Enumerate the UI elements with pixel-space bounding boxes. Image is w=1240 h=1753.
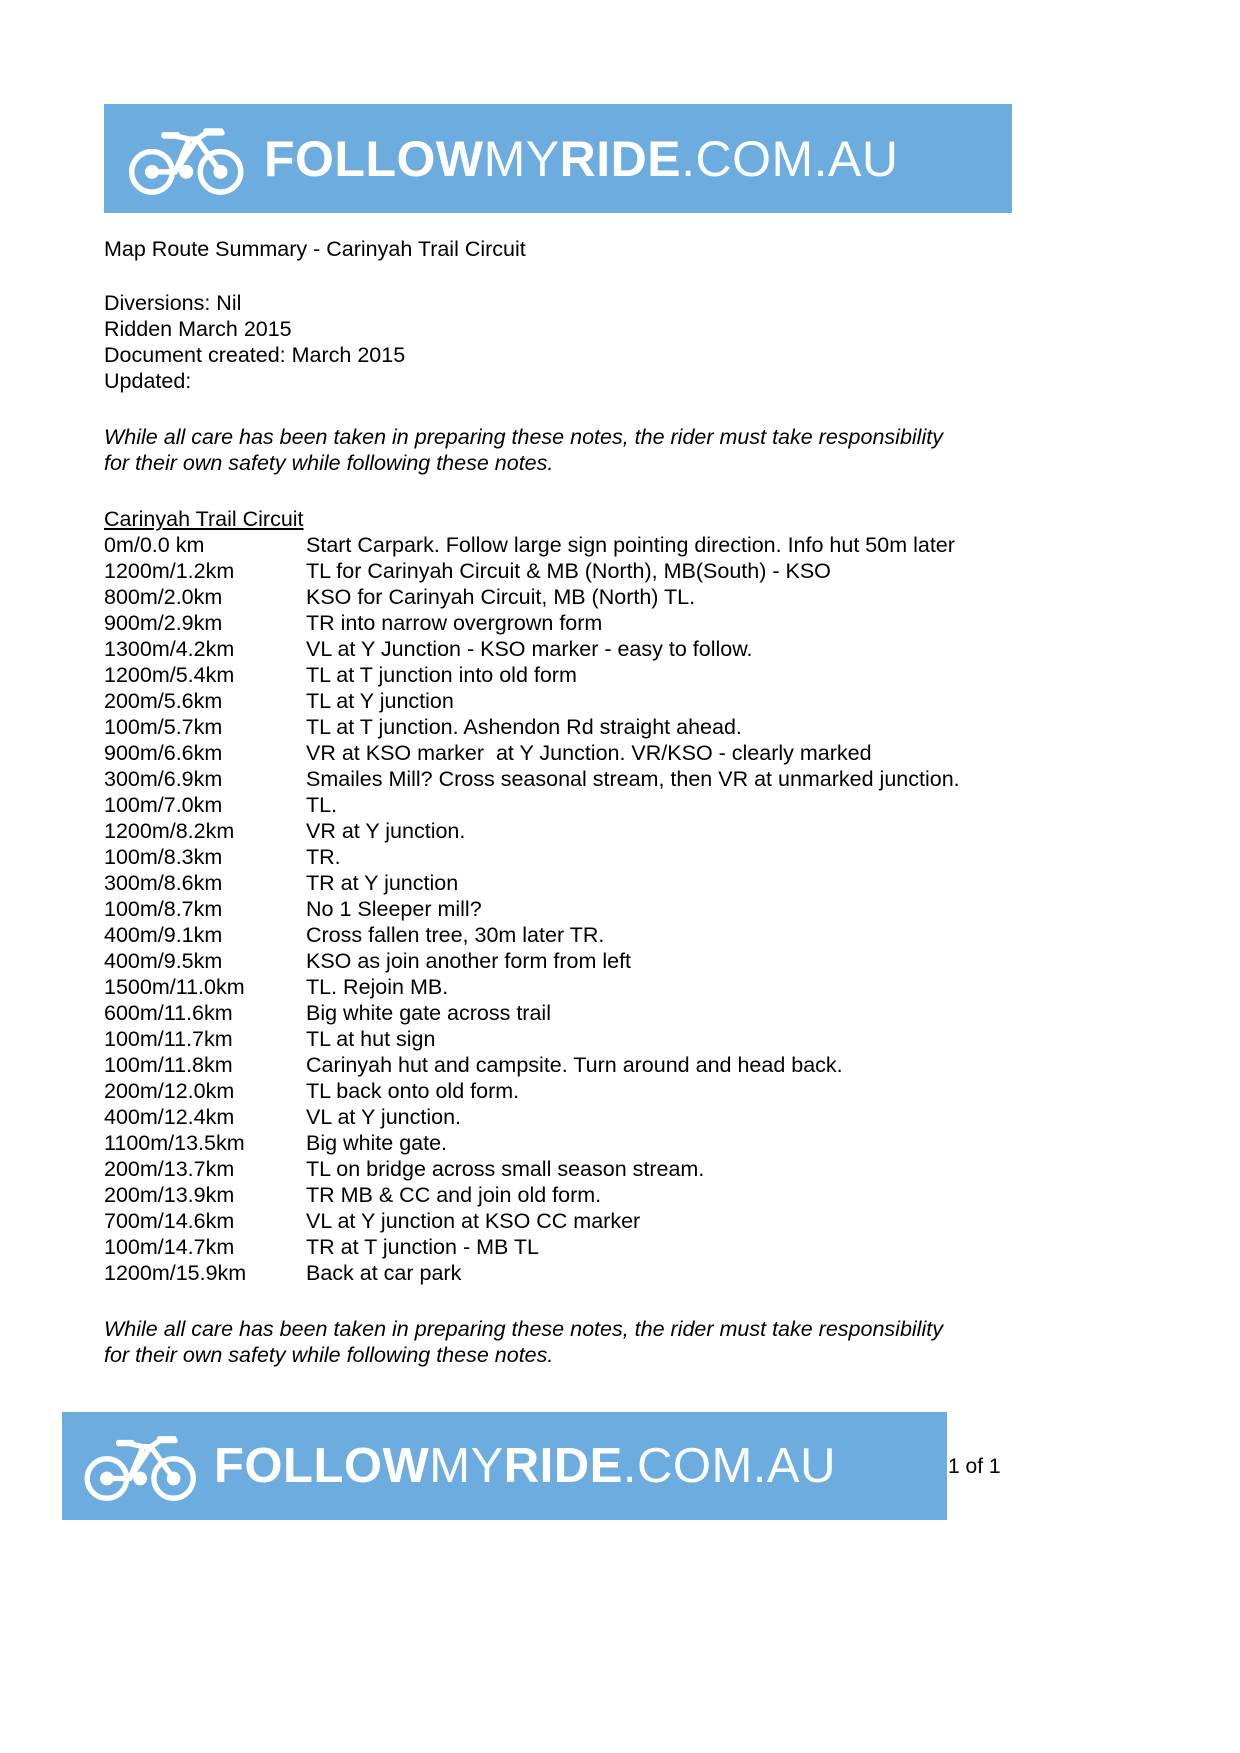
route-distance-cell: 100m/14.7km	[104, 1235, 235, 1259]
route-distance-cell: 700m/14.6km	[104, 1209, 235, 1233]
route-instruction-cell: TR at Y junction	[306, 871, 459, 895]
route-table-body	[104, 532, 960, 1286]
document-metadata	[104, 290, 1034, 394]
route-instruction-cell: Carinyah hut and campsite. Turn around and head back.	[306, 1053, 843, 1077]
logo-part-domain: .COM.AU	[681, 130, 899, 187]
route-distance-cell: 800m/2.0km	[104, 585, 223, 609]
route-distance-cell: 100m/11.8km	[104, 1053, 233, 1077]
route-distance-cell: 1200m/8.2km	[104, 819, 235, 843]
route-distance-cell: 100m/5.7km	[104, 715, 223, 739]
route-distance-cell: 1300m/4.2km	[104, 637, 235, 661]
table-row	[104, 974, 960, 1000]
route-distance-cell: 100m/8.7km	[104, 897, 223, 921]
table-row	[104, 844, 960, 870]
brand-logo-text	[214, 1438, 836, 1493]
route-instruction-cell: No 1 Sleeper mill?	[306, 897, 482, 921]
document-body	[104, 236, 1034, 1368]
route-distance-cell: 200m/5.6km	[104, 689, 223, 713]
route-table	[104, 532, 960, 1286]
route-instruction-cell: VL at Y junction.	[306, 1105, 461, 1129]
table-row	[104, 1026, 960, 1052]
disclaimer-bottom	[104, 1316, 1004, 1368]
route-distance-cell: 0m/0.0 km	[104, 533, 205, 557]
logo-part-domain: .COM.AU	[622, 1438, 836, 1493]
route-instruction-cell: TR.	[306, 845, 341, 869]
meta-diversions: Diversions: Nil	[104, 291, 242, 315]
disclaimer-top-line-2: for their own safety while following these notes.	[104, 451, 554, 475]
footer-banner	[62, 1412, 947, 1520]
bicycle-icon	[128, 122, 246, 196]
route-distance-cell: 400m/12.4km	[104, 1105, 235, 1129]
route-distance-cell: 1200m/1.2km	[104, 559, 235, 583]
logo-part-ride: RIDE	[559, 130, 682, 187]
table-row	[104, 1078, 960, 1104]
route-instruction-cell: Big white gate across trail	[306, 1001, 551, 1025]
logo-part-follow: FOLLOW	[264, 130, 484, 187]
route-instruction-cell: TL at T junction. Ashendon Rd straight ahead.	[306, 715, 742, 739]
table-row	[104, 1182, 960, 1208]
table-row	[104, 532, 960, 558]
route-instruction-cell: Back at car park	[306, 1261, 462, 1285]
route-distance-cell: 200m/13.9km	[104, 1183, 235, 1207]
route-distance-cell: 100m/11.7km	[104, 1027, 233, 1051]
route-instruction-cell: Start Carpark. Follow large sign pointing direction. Info hut 50m later	[306, 533, 955, 557]
table-row	[104, 818, 960, 844]
route-distance-cell: 1200m/5.4km	[104, 663, 235, 687]
table-row	[104, 792, 960, 818]
table-row	[104, 662, 960, 688]
table-row	[104, 610, 960, 636]
meta-updated: Updated:	[104, 369, 192, 393]
route-instruction-cell: VL at Y junction at KSO CC marker	[306, 1209, 641, 1233]
route-instruction-cell: TL for Carinyah Circuit & MB (North), MB(South) - KSO	[306, 559, 831, 583]
page-title: Map Route Summary - Carinyah Trail Circuit	[104, 237, 526, 261]
logo-part-my: MY	[429, 1438, 504, 1493]
route-distance-cell: 100m/8.3km	[104, 845, 223, 869]
route-distance-cell: 1100m/13.5km	[104, 1131, 245, 1155]
route-distance-cell: 400m/9.5km	[104, 949, 223, 973]
brand-logo-text	[264, 130, 899, 187]
table-row	[104, 870, 960, 896]
route-instruction-cell: TR at T junction - MB TL	[306, 1235, 540, 1259]
route-distance-cell: 900m/2.9km	[104, 611, 223, 635]
route-distance-cell: 1200m/15.9km	[104, 1261, 247, 1285]
disclaimer-top-line-1: While all care has been taken in preparing these notes, the rider must take responsibility	[104, 425, 943, 449]
route-instruction-cell: Cross fallen tree, 30m later TR.	[306, 923, 605, 947]
table-row	[104, 1156, 960, 1182]
route-section	[104, 506, 1034, 1286]
route-instruction-cell: TL at hut sign	[306, 1027, 436, 1051]
route-distance-cell: 300m/8.6km	[104, 871, 223, 895]
route-distance-cell: 400m/9.1km	[104, 923, 223, 947]
table-row	[104, 1052, 960, 1078]
route-distance-cell: 900m/6.6km	[104, 741, 223, 765]
route-distance-cell: 200m/13.7km	[104, 1157, 235, 1181]
route-instruction-cell: VR at KSO marker at Y Junction. VR/KSO - clearly marked	[306, 741, 872, 765]
table-row	[104, 1260, 960, 1286]
route-instruction-cell: TL on bridge across small season stream.	[306, 1157, 705, 1181]
route-distance-cell: 1500m/11.0km	[104, 975, 245, 999]
route-instruction-cell: TL. Rejoin MB.	[306, 975, 449, 999]
logo-part-follow: FOLLOW	[214, 1438, 430, 1493]
route-instruction-cell: VR at Y junction.	[306, 819, 466, 843]
table-row	[104, 922, 960, 948]
route-instruction-cell: KSO for Carinyah Circuit, MB (North) TL.	[306, 585, 696, 609]
disclaimer-bottom-line-2: for their own safety while following these notes.	[104, 1343, 554, 1367]
route-instruction-cell: Big white gate.	[306, 1131, 448, 1155]
route-distance-cell: 300m/6.9km	[104, 767, 223, 791]
table-row	[104, 636, 960, 662]
disclaimer-bottom-line-1: While all care has been taken in preparing these notes, the rider must take responsibility	[104, 1317, 943, 1341]
route-instruction-cell: TL.	[306, 793, 338, 817]
header-banner	[104, 104, 1012, 213]
table-row	[104, 1208, 960, 1234]
meta-ridden: Ridden March 2015	[104, 317, 292, 341]
table-row	[104, 1234, 960, 1260]
route-instruction-cell: TL at Y junction	[306, 689, 454, 713]
table-row	[104, 740, 960, 766]
route-distance-cell: 600m/11.6km	[104, 1001, 233, 1025]
section-heading-carinyah-trail-circuit: Carinyah Trail Circuit	[104, 507, 304, 531]
table-row	[104, 714, 960, 740]
route-instruction-cell: KSO as join another form from left	[306, 949, 632, 973]
table-row	[104, 1000, 960, 1026]
route-instruction-cell: VL at Y Junction - KSO marker - easy to follow.	[306, 637, 753, 661]
meta-created: Document created: March 2015	[104, 343, 406, 367]
route-instruction-cell: TR into narrow overgrown form	[306, 611, 603, 635]
table-row	[104, 688, 960, 714]
table-row	[104, 766, 960, 792]
route-instruction-cell: Smailes Mill? Cross seasonal stream, then VR at unmarked junction.	[306, 767, 960, 791]
page-number: 1 of 1	[948, 1455, 1001, 1478]
route-distance-cell: 200m/12.0km	[104, 1079, 235, 1103]
route-instruction-cell: TR MB & CC and join old form.	[306, 1183, 602, 1207]
route-distance-cell: 100m/7.0km	[104, 793, 223, 817]
route-instruction-cell: TL back onto old form.	[306, 1079, 520, 1103]
table-row	[104, 1130, 960, 1156]
route-instruction-cell: TL at T junction into old form	[306, 663, 577, 687]
table-row	[104, 1104, 960, 1130]
logo-part-my: MY	[483, 130, 560, 187]
bicycle-icon	[84, 1430, 198, 1502]
table-row	[104, 558, 960, 584]
logo-part-ride: RIDE	[503, 1438, 623, 1493]
table-row	[104, 948, 960, 974]
table-row	[104, 584, 960, 610]
disclaimer-top	[104, 424, 1004, 476]
table-row	[104, 896, 960, 922]
